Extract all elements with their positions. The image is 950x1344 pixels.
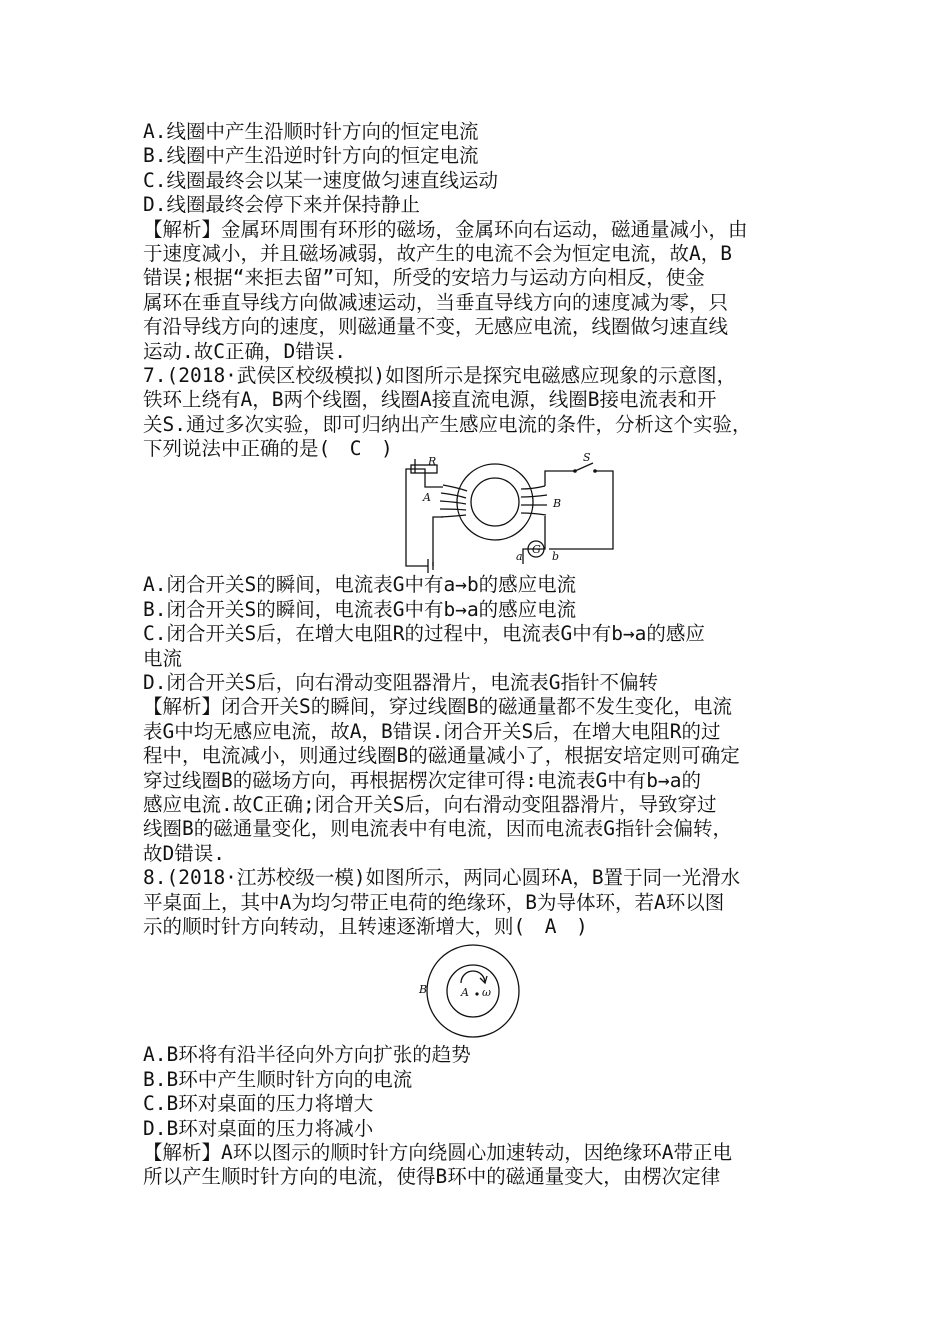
- q6-analysis-line: 于速度减小，并且磁场减弱，故产生的电流不会为恒定电流，故A，B: [143, 241, 732, 265]
- label-ring-b: B: [419, 983, 428, 997]
- q8-rings-figure: [143, 939, 823, 1043]
- circuit-diagram: [143, 451, 823, 573]
- q7-analysis-line: 【解析】闭合开关S的瞬间，穿过线圈B的磁通量都不发生变化，电流: [143, 695, 732, 719]
- q6-option-a: A.线圈中产生沿顺时针方向的恒定电流: [143, 120, 479, 143]
- q7-stem-line: 7.(2018·武侯区校级模拟)如图所示是探究电磁感应现象的示意图，: [143, 363, 737, 387]
- q7-option-b: B.闭合开关S的瞬间，电流表G中有b→a的感应电流: [143, 597, 577, 621]
- q6-analysis-line: 运动.故C正确，D错误.: [143, 339, 346, 363]
- q8-option-c: C.B环对桌面的压力将增大: [143, 1092, 374, 1116]
- q8-option-a: A.B环将有沿半径向外方向扩张的趋势: [143, 1043, 471, 1067]
- label-a-terminal: a: [516, 550, 523, 564]
- q6-analysis-line: 【解析】金属环周围有环形的磁场，金属环向右运动，磁通量减小，由: [143, 217, 748, 241]
- ring-center-dot: [475, 993, 478, 996]
- q6-option-c: C.线圈最终会以某一速度做匀速直线运动: [143, 168, 498, 192]
- q6-option-b: B.线圈中产生沿逆时针方向的恒定电流: [143, 144, 479, 168]
- label-b-terminal: b: [552, 550, 560, 564]
- q7-analysis-line: 程中，电流减小，则通过线圈B的磁通量减小了，根据安培定则可确定: [143, 744, 740, 768]
- q7-analysis-line: 表G中均无感应电流，故A，B错误.闭合开关S后，在增大电阻R的过: [143, 719, 721, 743]
- q7-option-c: C.闭合开关S后，在增大电阻R的过程中，电流表G中有b→a的感应: [143, 622, 705, 646]
- q6-analysis-line: 属环在垂直导线方向做减速运动，当垂直导线方向的速度减为零，只: [143, 290, 729, 314]
- q7-analysis-line: 感应电流.故C正确;闭合开关S后，向右滑动变阻器滑片，导致穿过: [143, 792, 717, 816]
- circuit-b-wire: [545, 471, 575, 486]
- q6-analysis-line: 有沿导线方向的速度，则磁通量不变，无感应电流，线圈做匀速直线: [143, 315, 729, 339]
- concentric-rings-diagram: [143, 939, 823, 1043]
- coil-a-windings: [440, 485, 467, 517]
- circuit-b-wire-right: [549, 471, 613, 549]
- q8-option-d: D.B环对桌面的压力将减小: [143, 1116, 374, 1140]
- circuit-a-wire-lower: [433, 517, 443, 566]
- ring-b: [427, 945, 519, 1037]
- q6-option-d: D.线圈最终会停下来并保持静止: [143, 193, 420, 217]
- q7-circuit-figure: [143, 451, 823, 573]
- label-r: R: [428, 455, 437, 469]
- document-page: [143, 120, 823, 1190]
- q7-option-d: D.闭合开关S后，向右滑动变阻器滑片，电流表G指针不偏转: [143, 671, 658, 695]
- q7-stem-line: 关S.通过多次实验，即可归纳出产生感应电流的条件，分析这个实验，: [143, 412, 752, 436]
- q8-option-b: B.B环中产生顺时针方向的电流: [143, 1067, 413, 1091]
- q8-stem-line: 示的顺时针方向转动，且转速逐渐增大，则( A ): [143, 914, 588, 938]
- label-b: B: [553, 497, 562, 511]
- q7-analysis-line: 线圈B的磁通量变化，则电流表中有电流，因而电流表G指针会偏转，: [143, 817, 732, 841]
- label-omega: ω: [482, 986, 491, 1000]
- q7-analysis-line: 穿过线圈B的磁场方向，再根据楞次定律可得:电流表G中有b→a的: [143, 768, 701, 792]
- q6-analysis-line: 错误;根据“来拒去留”可知，所受的安培力与运动方向相反，使金: [143, 266, 705, 290]
- iron-ring-inner: [471, 478, 519, 526]
- q8-analysis-line: 所以产生顺时针方向的电流，使得B环中的磁通量变大，由楞次定律: [143, 1165, 721, 1189]
- label-ring-a: A: [461, 986, 469, 1000]
- iron-ring-outer: [457, 464, 533, 540]
- label-g: G: [532, 543, 541, 557]
- q8-stem-line: 8.(2018·江苏校级一模)如图所示，两同心圆环A，B置于同一光滑水: [143, 866, 741, 890]
- q7-stem-line: 下列说法中正确的是( C ): [143, 437, 393, 461]
- ring-a: [447, 965, 499, 1017]
- q8-analysis-line: 【解析】A环以图示的顺时针方向绕圆心加速转动，因绝缘环A带正电: [143, 1140, 732, 1164]
- label-a: A: [423, 491, 431, 505]
- coil-b-windings: [521, 486, 547, 515]
- q8-stem-line: 平桌面上，其中A为均匀带正电荷的绝缘环，B为导体环，若A环以图: [143, 890, 725, 914]
- q7-analysis-line: 故D错误.: [143, 841, 225, 865]
- q7-option-c-cont: 电流: [143, 646, 183, 670]
- q7-stem-line: 铁环上绕有A，B两个线圈，线圈A接直流电源，线圈B接电流表和开: [143, 388, 717, 412]
- rotation-arrow: [461, 971, 485, 983]
- q7-option-a: A.闭合开关S的瞬间，电流表G中有a→b的感应电流: [143, 573, 577, 597]
- label-s: S: [583, 451, 591, 465]
- switch-s-blade: [575, 463, 593, 471]
